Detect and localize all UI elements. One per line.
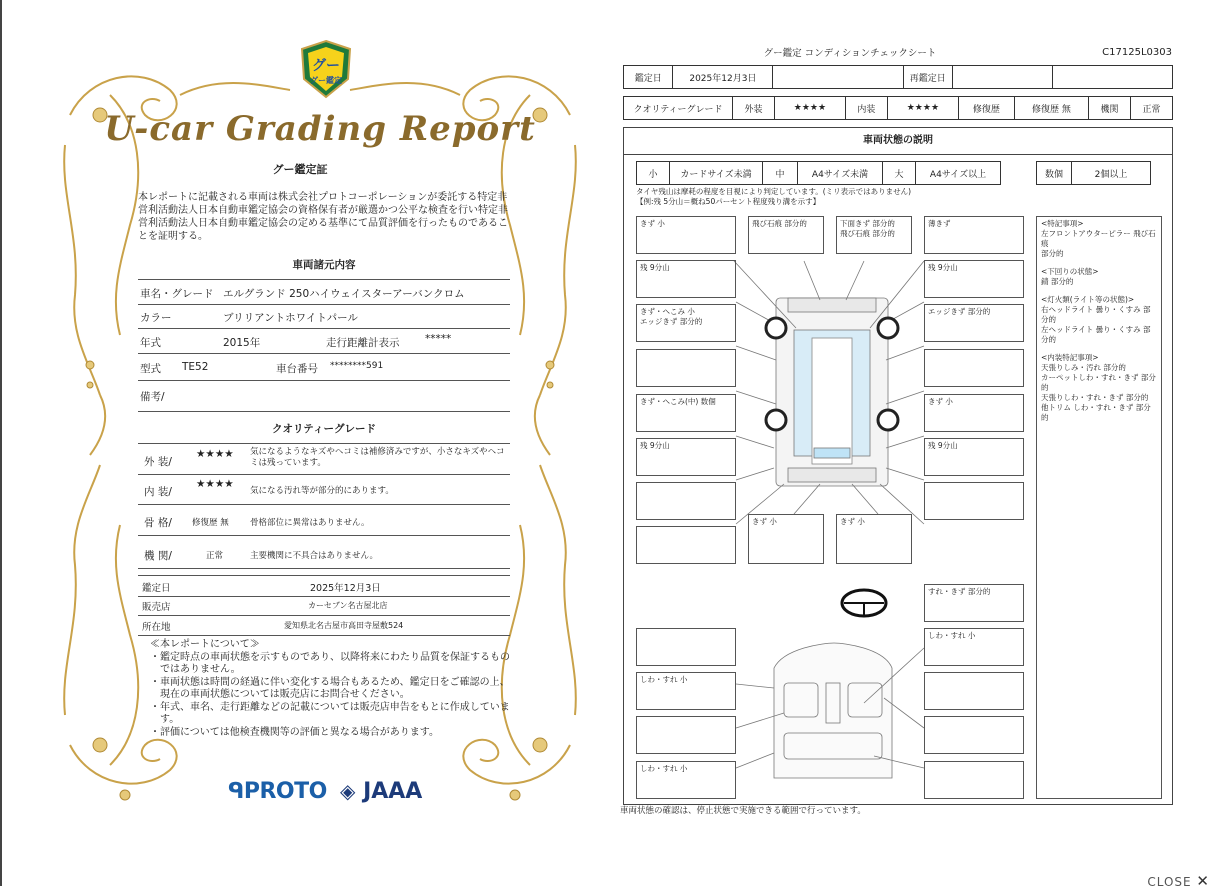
legend-mid-desc: A4サイズ未満 — [798, 162, 883, 185]
recheck-blank — [1052, 66, 1172, 89]
condition-cell: 飛び石痕 部分的 — [748, 216, 824, 254]
quality-heading: クオリティーグレード — [272, 423, 376, 435]
spec-row-model — [138, 354, 510, 381]
proto-mark-icon: ᑫ — [228, 779, 244, 804]
tyre-note-line1: タイヤ残山は摩耗の程度を目視により判定しています。(ミリ表示ではありません) — [636, 187, 912, 196]
special-notes-panel — [1036, 216, 1162, 799]
note-group — [1041, 219, 1157, 259]
sheet-code: C17125L0303 — [1102, 47, 1172, 58]
legend-large: 大 — [883, 162, 916, 185]
condition-cell — [924, 349, 1024, 387]
engine-text: 主要機関に不具合はありません。 — [250, 551, 379, 561]
note-group — [1041, 353, 1157, 423]
appraisal-date-label: 鑑定日 — [624, 66, 673, 89]
condition-cell: きず・へこみ(中) 数個 — [636, 394, 736, 432]
int-label: 内装 — [845, 97, 887, 120]
repair-value: 修復歴 無 — [1014, 97, 1088, 120]
note-group — [1041, 267, 1157, 287]
engine-value: 正常 — [206, 551, 224, 561]
condition-cell: 残 9分山 — [924, 438, 1024, 476]
note-item: ・評価については他検査機関等の評価と異なる場合があります。 — [150, 726, 439, 738]
legend-count: 数個 — [1037, 162, 1072, 185]
proto-logo-text: PROTO — [243, 779, 327, 804]
condition-box — [623, 127, 1173, 805]
model-label: 型式 — [140, 363, 161, 375]
notes-title: ≪本レポートについて≫ — [150, 639, 260, 650]
certificate-subtitle: グー鑑定証 — [272, 163, 328, 176]
condition-cell — [636, 482, 736, 520]
condition-cell: 下面きず 部分的 飛び石痕 部分的 — [836, 216, 912, 254]
odometer-label: 走行距離計表示 — [326, 337, 400, 349]
quality-grade-label: クオリティーグレード — [624, 97, 733, 120]
certificate-intro: 本レポートに記載される車両は株式会社プロトコーポレーションが委託する特定非営利活動法人日本自動車鑑定協会の資格保有者が厳選かつ公平な検査を行い特定非営利活動法人日本自動車鑑定協会の定める基準にて品質評価を行ったものであることを証明する。 — [138, 192, 508, 242]
note-group-head: <下回りの状態> — [1041, 267, 1099, 276]
year-label: 年式 — [140, 337, 161, 349]
chassis-label: 車台番号 — [276, 363, 318, 375]
note-group-body: 天張りしみ・汚れ 部分的 カーペットしわ・すれ・きず 部分的 天張りしわ・すれ・きず 部分的 他トリム しわ・すれ・きず 部分的 — [1041, 363, 1156, 422]
sponsor-logos — [228, 777, 468, 811]
repair-label: 修復歴 — [958, 97, 1014, 120]
legend-small-desc: カードサイズ未満 — [670, 162, 763, 185]
goo-appraisal-badge-icon — [298, 39, 354, 101]
name-value: エルグランド 250ハイウェイスターアーバンクロム — [223, 288, 465, 300]
date-value: 2025年12月3日 — [310, 583, 381, 594]
note-group-body: 錆 部分的 — [1041, 277, 1074, 286]
spec-row-year — [138, 329, 510, 354]
note-item: ・年式、車名、走行距離などの記載については販売店申告をもとに作成しています。 — [150, 701, 510, 725]
recheck-date-value — [952, 66, 1052, 89]
ext-label: 外装 — [733, 97, 775, 120]
engine-value: 正常 — [1131, 97, 1173, 120]
grading-certificate — [50, 35, 590, 825]
remarks-label: 備考/ — [140, 391, 165, 403]
report-notes — [150, 639, 510, 739]
note-group-body: 左フロントアウターピラー 飛び石痕 部分的 — [1041, 229, 1156, 258]
legend-mid: 中 — [763, 162, 798, 185]
svg-text:グー: グー — [312, 58, 340, 74]
year-value: 2015年 — [223, 337, 261, 349]
badge-label: グー鑑定 — [310, 76, 342, 85]
close-label: CLOSE — [1147, 875, 1192, 889]
chassis-value: ********591 — [330, 361, 384, 371]
grade-table — [623, 96, 1173, 120]
condition-cell — [636, 716, 736, 754]
jaaa-mark-icon: ◈ — [340, 779, 356, 803]
condition-cell: しわ・すれ 小 — [924, 628, 1024, 666]
proto-logo — [228, 779, 327, 804]
frame-value: 修復歴 無 — [192, 518, 229, 528]
legend-large-desc: A4サイズ以上 — [916, 162, 1001, 185]
note-item: ・鑑定時点の車両状態を示すものであり、以降将来にわたり品質を保証するものではありません。 — [150, 651, 510, 675]
interior-label: 内 装/ — [144, 486, 172, 498]
grade-row-frame — [138, 505, 510, 536]
info-row-date — [138, 575, 510, 597]
info-row-address — [138, 616, 510, 636]
condition-check-sheet — [620, 40, 1180, 830]
recheck-date-label: 再鑑定日 — [903, 66, 952, 89]
condition-cell — [924, 716, 1024, 754]
condition-cell: 残 9分山 — [636, 260, 736, 298]
left-edge-divider — [0, 0, 2, 886]
close-icon: ✕ — [1196, 872, 1210, 890]
ext-stars: ★★★★ — [774, 97, 845, 120]
condition-cell: エッジきず 部分的 — [924, 304, 1024, 342]
report-title: U-car Grading Report — [104, 109, 536, 149]
note-group-head: <内装特記事項> — [1041, 353, 1099, 362]
spec-row-color — [138, 304, 510, 329]
address-value: 愛知県北名古屋市高田寺屋敷524 — [284, 621, 404, 630]
date-blank — [773, 66, 903, 89]
spec-row-name — [138, 279, 510, 305]
note-group-head: <灯火類(ライト等の状態)> — [1041, 295, 1135, 304]
note-group — [1041, 295, 1157, 345]
condition-cell: きず 小 — [748, 514, 824, 564]
condition-cell — [636, 628, 736, 666]
sheet-title: グー鑑定 コンディションチェックシート — [763, 48, 937, 59]
note-item: ・車両状態は時間の経過に伴い変化する場合もあるため、鑑定日をご確認の上、現在の車両状態については販売店にお問合せください。 — [150, 676, 510, 700]
condition-cell: しわ・すれ 小 — [636, 761, 736, 799]
spec-row-remarks — [138, 381, 510, 412]
condition-cell: きず 小 — [636, 216, 736, 254]
jaaa-logo-text: JAAA — [363, 779, 423, 804]
condition-heading: 車両状態の説明 — [624, 128, 1172, 155]
legend-count-desc: 2個以上 — [1072, 162, 1151, 185]
date-label: 鑑定日 — [142, 583, 171, 594]
condition-cell: きず 小 — [924, 394, 1024, 432]
interior-text: 気になる汚れ等が部分的にあります。 — [250, 486, 394, 496]
condition-cell: 残 9分山 — [924, 260, 1024, 298]
jaaa-logo — [340, 779, 422, 804]
grade-row-exterior — [138, 443, 510, 475]
legend-small: 小 — [637, 162, 670, 185]
condition-cell: しわ・すれ 小 — [636, 672, 736, 710]
condition-cell: きず 小 — [836, 514, 912, 564]
name-label: 車名・グレード — [140, 288, 214, 300]
color-value: ブリリアントホワイトパール — [223, 312, 358, 324]
condition-cell: すれ・きず 部分的 — [924, 584, 1024, 622]
note-group-body: 右ヘッドライト 曇り・くすみ 部分的 左ヘッドライト 曇り・くすみ 部分的 — [1041, 305, 1151, 344]
exterior-label: 外 装/ — [144, 456, 172, 468]
condition-cell: 残 9分山 — [636, 438, 736, 476]
note-group-head: <特記事項> — [1041, 219, 1084, 228]
int-stars: ★★★★ — [887, 97, 958, 120]
close-button[interactable] — [1147, 872, 1210, 890]
condition-cell — [636, 526, 736, 564]
exterior-text: 気になるようなキズやヘコミは補修済みですが、小さなキズやヘコミは残っています。 — [250, 447, 505, 468]
condition-cell: きず・へこみ 小 エッジきず 部分的 — [636, 304, 736, 342]
condition-cell — [924, 672, 1024, 710]
engine-label: 機 関/ — [144, 550, 172, 562]
odometer-value: ***** — [425, 333, 452, 345]
dealer-label: 販売店 — [142, 602, 171, 613]
address-label: 所在地 — [142, 622, 171, 633]
grade-row-interior — [138, 474, 510, 505]
condition-cell — [924, 482, 1024, 520]
model-value: TE52 — [182, 361, 209, 373]
sheet-footer-note: 車両状態の確認は、停止状態で実施できる範囲で行っています。 — [620, 806, 866, 816]
exterior-stars: ★★★★ — [196, 448, 234, 460]
spec-heading: 車両諸元内容 — [292, 259, 356, 271]
date-table — [623, 65, 1173, 89]
frame-text: 骨格部位に異常はありません。 — [250, 518, 370, 528]
dealer-value: カーセブン名古屋北店 — [308, 601, 388, 610]
color-label: カラー — [140, 312, 172, 324]
frame-label: 骨 格/ — [144, 517, 172, 529]
condition-cell — [924, 761, 1024, 799]
interior-stars: ★★★★ — [196, 478, 234, 490]
condition-cell — [636, 349, 736, 387]
condition-cell: 薄きず — [924, 216, 1024, 254]
engine-label: 機関 — [1089, 97, 1131, 120]
grade-row-engine — [138, 536, 510, 569]
tyre-note-line2: 【例:残 5分山＝概ね50パーセント程度残り溝を示す】 — [636, 197, 821, 206]
appraisal-date-value: 2025年12月3日 — [673, 66, 773, 89]
info-row-dealer — [138, 596, 510, 616]
